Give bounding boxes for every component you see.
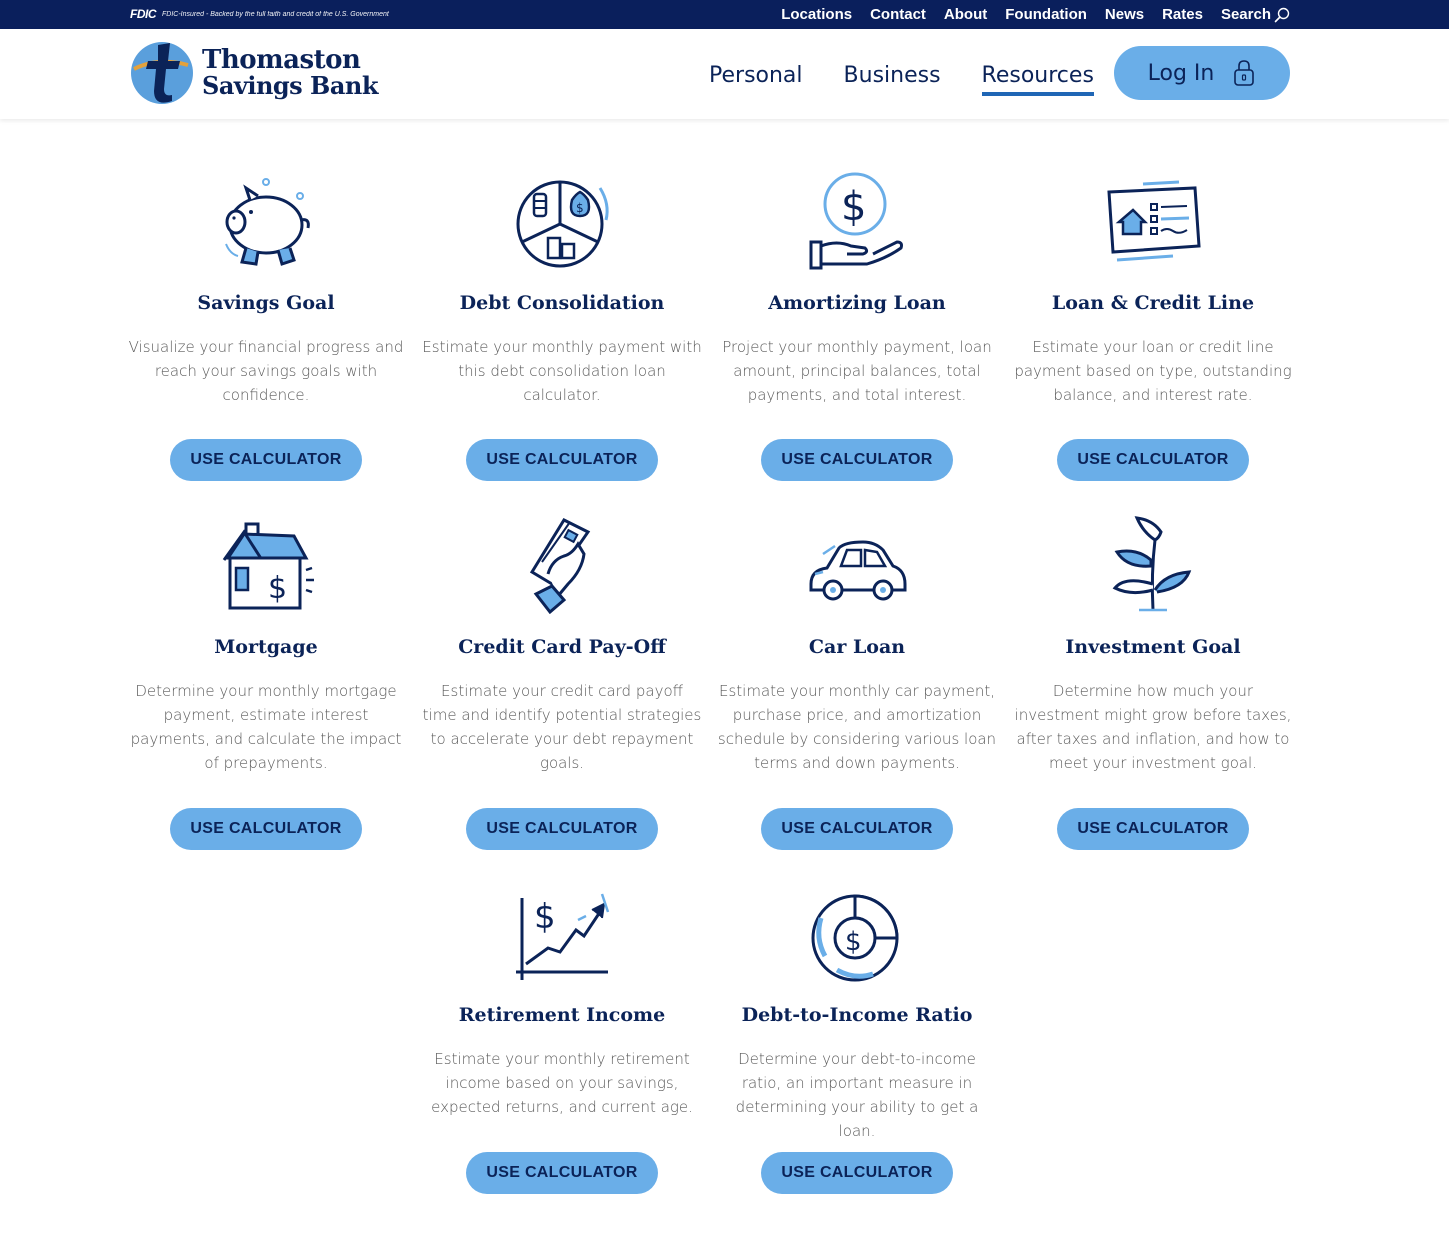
card-description: Estimate your loan or credit line payment based on type, outstanding balance, and interest rate.: [1014, 338, 1292, 404]
use-calculator-button[interactable]: USE CALCULATOR: [466, 439, 658, 481]
card-title: Loan & Credit Line: [1051, 292, 1255, 314]
card-description: Estimate your credit card payoff time and identify potential strategies to accelerate your debt repayment goals.: [422, 682, 702, 772]
card-title: Investment Goal: [1065, 636, 1241, 658]
fdic-notice: [130, 7, 389, 21]
lock-icon: [1232, 58, 1256, 88]
use-calculator-button[interactable]: USE CALCULATOR: [761, 808, 953, 850]
use-calculator-button[interactable]: USE CALCULATOR: [761, 1152, 953, 1194]
svg-text:$: $: [576, 201, 584, 215]
link-news[interactable]: News: [1104, 6, 1145, 23]
use-calculator-button[interactable]: USE CALCULATOR: [1057, 808, 1249, 850]
search-label: Search: [1220, 6, 1271, 23]
card-description: Determine your monthly mortgage payment, estimate interest payments, and calculate the impact of prepayments.: [130, 682, 402, 772]
nav-business[interactable]: Business: [843, 62, 941, 88]
credit-card-hand-icon: [512, 514, 612, 614]
utility-links: [781, 0, 1290, 29]
pie-segments-icon: [512, 170, 612, 270]
link-locations[interactable]: Locations: [781, 6, 853, 23]
bank-logo[interactable]: [128, 39, 378, 107]
card-house-icon: [1103, 170, 1203, 270]
use-calculator-button[interactable]: USE CALCULATOR: [466, 808, 658, 850]
card-title: Mortgage: [214, 636, 318, 658]
login-label: Log In: [1147, 60, 1215, 86]
card-title: Savings Goal: [197, 292, 335, 314]
growth-chart-icon: [512, 886, 612, 986]
fdic-text: FDIC-Insured - Backed by the full faith and credit of the U.S. Government: [162, 10, 389, 18]
svg-text:$: $: [268, 571, 288, 606]
search-button[interactable]: [1221, 6, 1290, 23]
card-title: Amortizing Loan: [768, 292, 946, 314]
house-dollar-icon: [216, 514, 316, 614]
card-title: Debt Consolidation: [459, 292, 665, 314]
card-title: Debt-to-Income Ratio: [741, 1004, 973, 1026]
fdic-logo: FDIC: [130, 7, 156, 21]
use-calculator-button[interactable]: USE CALCULATOR: [761, 439, 953, 481]
login-button[interactable]: [1114, 46, 1290, 100]
card-description: Determine how much your investment might grow before taxes, after taxes and inflation, and how to meet your investment goal.: [1014, 682, 1292, 772]
bank-logo-mark-icon: [128, 39, 194, 107]
card-description: Estimate your monthly car payment, purchase price, and amortization schedule by considering various loan terms and down payments.: [717, 682, 997, 772]
car-icon: [807, 514, 907, 614]
card-description: Project your monthly payment, loan amount, principal balances, total payments, and total interest.: [722, 338, 992, 404]
card-description: Visualize your financial progress and reach your savings goals with confidence.: [128, 338, 404, 404]
use-calculator-button[interactable]: USE CALCULATOR: [170, 808, 362, 850]
use-calculator-button[interactable]: USE CALCULATOR: [170, 439, 362, 481]
nav-resources[interactable]: Resources: [981, 62, 1094, 88]
use-calculator-button[interactable]: USE CALCULATOR: [1057, 439, 1249, 481]
site-header: [0, 29, 1449, 119]
utility-bar: [0, 0, 1449, 29]
use-calculator-button[interactable]: USE CALCULATOR: [466, 1152, 658, 1194]
svg-text:$: $: [845, 927, 862, 957]
bank-name-line2: Savings Bank: [202, 71, 378, 100]
card-description: Determine your debt-to-income ratio, an important measure in determining your ability to get a loan.: [735, 1050, 979, 1140]
link-contact[interactable]: Contact: [870, 6, 926, 23]
nav-personal[interactable]: Personal: [709, 62, 803, 88]
sprout-icon: [1103, 514, 1203, 614]
link-about[interactable]: About: [943, 6, 988, 23]
card-description: Estimate your monthly payment with this debt consolidation loan calculator.: [422, 338, 702, 404]
bank-name: [202, 47, 378, 99]
main-nav: [709, 29, 1135, 119]
svg-text:$: $: [534, 897, 556, 937]
svg-text:$: $: [841, 184, 867, 230]
link-rates[interactable]: Rates: [1162, 6, 1203, 23]
ratio-pie-icon: [807, 886, 907, 986]
bank-name-line1: Thomaston: [202, 45, 361, 75]
hand-dollar-icon: [807, 170, 907, 270]
card-title: Retirement Income: [458, 1004, 666, 1026]
piggy-bank-icon: [216, 170, 316, 270]
card-title: Car Loan: [808, 636, 906, 658]
search-icon: [1274, 7, 1290, 23]
card-description: Estimate your monthly retirement income based on your savings, expected returns, and current age.: [431, 1050, 693, 1116]
link-foundation[interactable]: Foundation: [1005, 6, 1087, 23]
card-title: Credit Card Pay-Off: [458, 636, 666, 658]
